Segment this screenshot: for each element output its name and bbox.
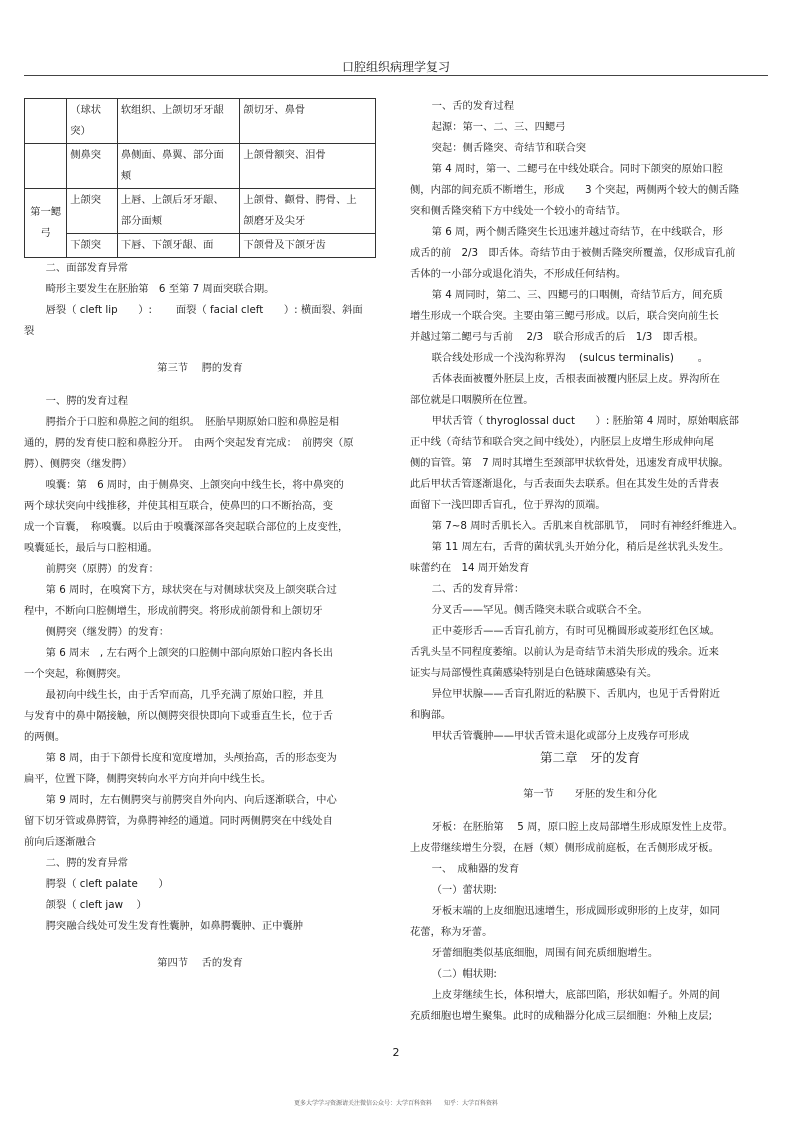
paragraph: 侧的盲管。第 7 周时其增生至颈部甲状软骨处，迅速发育成甲状腺。: [410, 457, 729, 469]
page-number: 2: [392, 1046, 400, 1059]
left-column: [24, 98, 376, 986]
paragraph: 的两侧。: [24, 731, 66, 743]
table-cell: （球状 突）: [67, 99, 118, 144]
paragraph: 上皮带继续增生分裂，在唇（颊）侧形成前庭板，在舌侧形成牙板。: [410, 842, 719, 854]
paragraph: 正中菱形舌——舌盲孔前方，有时可见椭圆形或菱形红色区域。: [431, 625, 720, 637]
paragraph: 留下切牙管或鼻腭管，为鼻腭神经的通道。同时两侧腭突在中线处自: [24, 815, 333, 827]
paragraph: 甲状舌管囊肿——甲状舌管未退化或部分上皮残存可形成: [431, 730, 690, 742]
table-cell: 下颌突: [67, 234, 118, 258]
section-heading: 第四节 舌的发育: [157, 957, 243, 969]
paragraph: 侧腭突（继发腭）的发育：: [45, 626, 170, 638]
table-cell: 上颌骨、颧骨、腭骨、上 颌磨牙及尖牙: [240, 189, 376, 234]
paragraph: 甲状舌管（ thyroglossal duct ）: 胚胎第 4 周时，原始咽底部: [431, 415, 739, 427]
paragraph: 与发育中的鼻中隔接触，所以侧腭突很快即向下或垂直生长，位于舌: [24, 710, 333, 722]
paragraph: 二、腭的发育异常: [45, 857, 128, 869]
embryonic-origin-table: [24, 98, 376, 258]
paragraph: 第 6 周，两个侧舌隆突生长迅速并越过奇结节，在中线联合，形: [431, 226, 723, 238]
paragraph: 前向后逐渐融合: [24, 836, 97, 848]
paragraph: 牙蕾细胞类似基底细胞，周围有间充质细胞增生。: [431, 947, 659, 959]
paragraph: 畸形主要发生在胚胎第 6 至第 7 周面突联合期。: [45, 283, 275, 295]
paragraph: 正中线（奇结节和联合突之间中线处），内胚层上皮增生形成伸向尾: [410, 436, 714, 448]
table-cell: 上唇、上颌后牙牙龈、 部分面颊: [117, 189, 240, 234]
table-row: [25, 189, 376, 234]
paragraph: 花蕾，称为牙蕾。: [410, 926, 493, 938]
paragraph: 并越过第二鳃弓与舌前 2/3 联合形成舌的后 1/3 即舌根。: [410, 331, 704, 343]
paragraph: 腭）、侧腭突（继发腭）: [24, 458, 133, 470]
paragraph: 腭指介于口腔和鼻腔之间的组织。 胚胎早期原始口腔和鼻腔是相: [45, 416, 340, 428]
table-cell: [25, 144, 67, 189]
paragraph: 异位甲状腺——舌盲孔附近的粘膜下、舌肌内，也见于舌骨附近: [431, 688, 720, 700]
table-cell: 下颌骨及下颌牙齿: [240, 234, 376, 258]
paragraph: （二）帽状期:: [431, 968, 497, 980]
paragraph: 分叉舌——罕见。侧舌隆突未联合或联合不全。: [431, 604, 648, 616]
paragraph: 第 7~8 周时舌肌长入。舌肌来自枕部肌节， 同时有神经纤维进入。: [431, 520, 744, 532]
paragraph: 侧，内部的间充质不断增生，形成 3 个突起，两侧两个较大的侧舌隆: [410, 184, 740, 196]
paragraph: 嗅囊延长，最后与口腔相通。: [24, 542, 158, 554]
right-column: [410, 96, 770, 1027]
paragraph: 增生形成一个联合突。主要由第三鳃弓形成。以后，联合突向前生长: [410, 310, 719, 322]
paragraph: 部位就是口咽膜所在位置。: [410, 394, 534, 406]
paragraph: 舌体表面被覆外胚层上皮，舌根表面被覆内胚层上皮。界沟所在: [431, 373, 720, 385]
paragraph: 牙板末端的上皮细胞迅速增生，形成圆形或卵形的上皮芽，如同: [431, 905, 720, 917]
paragraph: 和胸部。: [410, 709, 452, 721]
table-row: [25, 234, 376, 258]
paragraph: 一、 成釉器的发育: [431, 863, 520, 875]
paragraph: 牙板：在胚胎第 5 周，原口腔上皮局部增生形成原发性上皮带。: [431, 821, 734, 833]
paragraph: 腭裂（ cleft palate ）: [45, 878, 169, 890]
header-divider: [24, 75, 768, 76]
table-row: [25, 144, 376, 189]
paragraph: 前腭突（原腭）的发育：: [45, 563, 159, 575]
table-cell-first-branchial-arch: 第一鳃 弓: [25, 189, 67, 258]
paragraph: 通的，腭的发育使口腔和鼻腔分开。 由两个突起发育完成： 前腭突（原: [24, 437, 354, 449]
paragraph: 舌体的一小部分或退化消失，不形成任何结构。: [410, 268, 627, 280]
paragraph: 二、面部发育异常: [45, 262, 128, 274]
section-heading: 第一节 牙胚的发生和分化: [523, 788, 657, 800]
table-cell: 侧鼻突: [67, 144, 118, 189]
paragraph: 扁平，位置下降，侧腭突转向水平方向并向中线生长。: [24, 773, 272, 785]
paragraph: 第 6 周末 , 左右两个上颌突的口腔侧中部向原始口腔内各长出: [45, 647, 333, 659]
paragraph: 第 4 周时，第一、二鳃弓在中线处联合。同时下颌突的原始口腔: [431, 163, 723, 175]
paragraph: 此后甲状舌管逐渐退化，与舌表面失去联系。但在其发生处的舌背表: [410, 478, 719, 490]
table-cell: 颌切牙、鼻骨: [240, 99, 376, 144]
page-header-title: 口腔组织病理学复习: [341, 60, 450, 74]
chapter-heading: 第二章 牙的发育: [539, 750, 640, 765]
paragraph: 充质细胞也增生聚集。此时的成釉器分化成三层细胞：外釉上皮层;: [410, 1010, 713, 1022]
footer-note: 更多大学学习资源请关注微信公众号：大学百科资料 知乎：大学百科资料: [293, 1100, 498, 1107]
paragraph: 程中，不断向口腔侧增生，形成前腭突。将形成前颌骨和上颌切牙: [24, 605, 323, 617]
paragraph: 嗅囊：第 6 周时，由于侧鼻突、上颌突向中线生长，将中鼻突的: [45, 479, 344, 491]
paragraph: （一）蕾状期:: [431, 884, 497, 896]
table-cell: 下唇、下颌牙龈、面: [117, 234, 240, 258]
table-cell: 鼻侧面、鼻翼、部分面 颊: [117, 144, 240, 189]
section-heading: 第三节 腭的发育: [157, 362, 243, 374]
paragraph: 第 9 周时，左右侧腭突与前腭突自外向内、向后逐渐联合，中心: [45, 794, 337, 806]
paragraph: 裂: [24, 325, 35, 337]
paragraph: 颌裂（ cleft jaw ）: [45, 899, 147, 911]
table-cell: 上颌骨额突、泪骨: [240, 144, 376, 189]
paragraph: 唇裂（ cleft lip ）: 面裂（ facial cleft ）: 横面裂、斜面: [45, 304, 363, 316]
paragraph: 上皮芽继续生长，体积增大，底部凹陷，形状如帽子。外周的间: [431, 989, 720, 1001]
paragraph: 味蕾约在 14 周开始发育: [410, 562, 530, 574]
paragraph: 成一个盲囊， 称嗅囊。以后由于嗅囊深部各突起联合部位的上皮变性，: [24, 521, 349, 533]
table-cell: 上颌突: [67, 189, 118, 234]
paragraph: 突和侧舌隆突稍下方中线处一个较小的奇结节。: [410, 205, 627, 217]
paragraph: 第 11 周左右，舌背的菌状乳头开始分化，稍后是丝状乳头发生。: [431, 541, 730, 553]
paragraph: 两个球状突向中线推移，并使其相互联合，使鼻凹的口不断抬高，变: [24, 500, 333, 512]
paragraph: 一、腭的发育过程: [45, 395, 128, 407]
paragraph: 第 4 周同时，第二、三、四鳃弓的口咽侧，奇结节后方，间充质: [431, 289, 723, 301]
table-cell: [25, 99, 67, 144]
paragraph: 证实与局部慢性真菌感染特别是白色链球菌感染有关。: [410, 667, 658, 679]
paragraph: 一个突起，称侧腭突。: [24, 668, 127, 680]
paragraph: 最初向中线生长，由于舌窄而高，几乎充满了原始口腔，并且: [45, 689, 324, 701]
paragraph: 二、舌的发育异常：: [431, 583, 525, 595]
table-cell: 软组织、上颌切牙牙龈: [117, 99, 240, 144]
paragraph: 一、舌的发育过程: [431, 100, 514, 112]
table-row: [25, 99, 376, 144]
paragraph: 第 8 周，由于下颌骨长度和宽度增加，头颅抬高，舌的形态变为: [45, 752, 337, 764]
paragraph: 舌乳头呈不同程度萎缩。以前认为是奇结节未消失形成的残余。近来: [410, 646, 719, 658]
paragraph: 联合线处形成一个浅沟称界沟 (sulcus terminalis) 。: [431, 352, 709, 364]
paragraph: 腭突融合线处可发生发育性囊肿，如鼻腭囊肿、正中囊肿: [45, 920, 304, 932]
paragraph: 面留下一浅凹即舌盲孔，位于界沟的顶端。: [410, 499, 606, 511]
paragraph: 第 6 周时，在嗅窝下方，球状突在与对侧球状突及上颌突联合过: [45, 584, 337, 596]
paragraph: 起源：第一、二、三、四鳃弓: [431, 121, 566, 133]
paragraph: 成舌的前 2/3 即舌体。奇结节由于被侧舌隆突所覆盖，仅形成盲孔前: [410, 247, 736, 259]
paragraph: 突起：侧舌隆突、奇结节和联合突: [431, 142, 587, 154]
